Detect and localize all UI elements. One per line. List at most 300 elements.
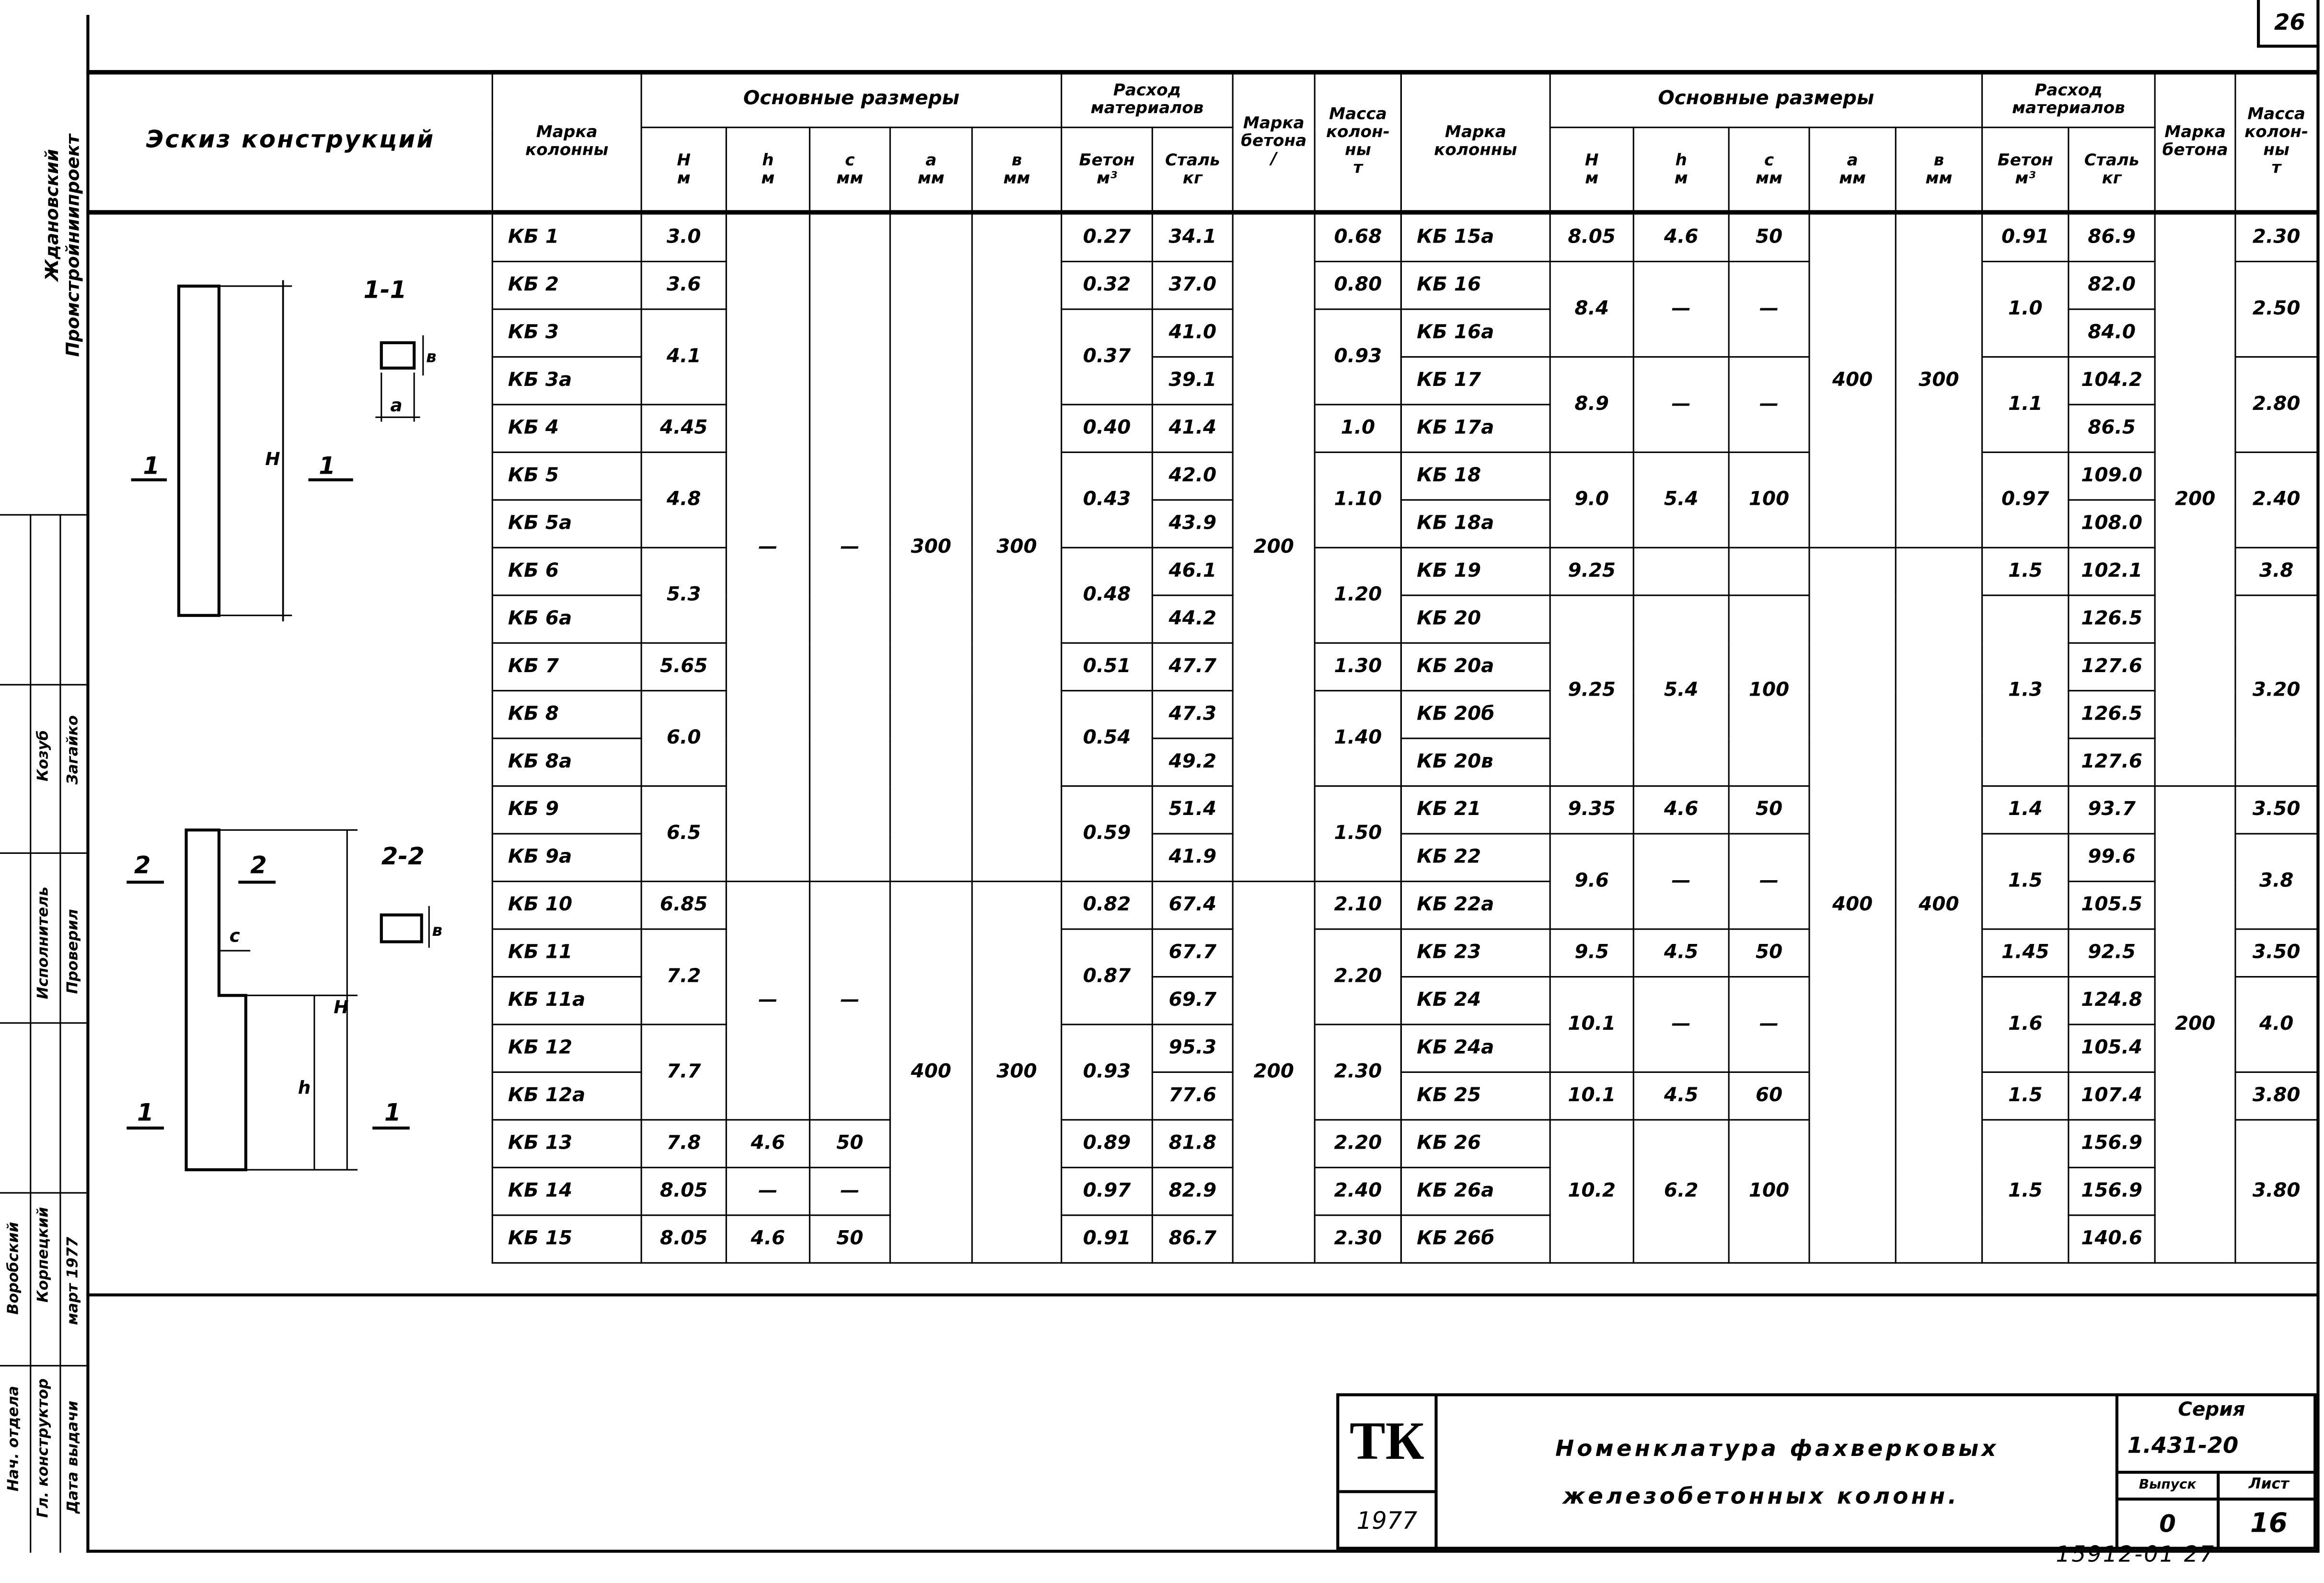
cell-mark: КБ 22 bbox=[1401, 834, 1550, 881]
frame-bottom-border bbox=[86, 1550, 2318, 1553]
section-2-label: 2-2 bbox=[381, 842, 425, 870]
dim-b-label: в bbox=[426, 347, 437, 367]
cell-H: 7.2 bbox=[641, 929, 726, 1024]
cell-concrete-grade: 200 bbox=[2155, 212, 2235, 786]
header-unit: м³ bbox=[1097, 167, 1118, 187]
header-label: Масса bbox=[1329, 104, 1387, 123]
cell-steel: 86.7 bbox=[1152, 1215, 1233, 1263]
title-line-2: железобетонных колонн. bbox=[1562, 1482, 1960, 1510]
cell-steel: 39.1 bbox=[1152, 357, 1233, 404]
header-a bbox=[890, 128, 972, 212]
cell-H: 8.05 bbox=[641, 1215, 726, 1263]
issue-label: Выпуск bbox=[2118, 1474, 2220, 1501]
cell-c: — bbox=[1729, 357, 1809, 452]
cell-steel: 49.2 bbox=[1152, 738, 1233, 786]
cell-h: — bbox=[1633, 977, 1729, 1072]
header-unit: мм bbox=[1839, 167, 1866, 187]
title-block bbox=[1336, 1393, 2316, 1549]
cell-mass: 3.8 bbox=[2235, 547, 2317, 595]
header-label: т bbox=[1353, 157, 1363, 177]
cell-steel: 86.5 bbox=[2069, 405, 2155, 452]
stamp-name: Корпецкий bbox=[35, 1207, 52, 1303]
cell-mass: 3.80 bbox=[2235, 1120, 2317, 1263]
cell-concrete: 0.48 bbox=[1062, 547, 1153, 643]
header-steel bbox=[1152, 128, 1233, 212]
cell-mark: КБ 16а bbox=[1401, 309, 1550, 357]
cell-mass: 3.8 bbox=[2235, 834, 2317, 929]
header-label: бетона bbox=[2162, 139, 2228, 159]
header-label: колон- bbox=[2244, 121, 2309, 141]
cell-mass: 2.20 bbox=[1315, 929, 1401, 1024]
section-1-square bbox=[382, 343, 414, 368]
table-row bbox=[492, 212, 1401, 262]
cell-H: 5.65 bbox=[641, 643, 726, 690]
cell-steel: 107.4 bbox=[2069, 1072, 2155, 1119]
cell-a: 400 bbox=[1809, 547, 1896, 1263]
cell-mark: КБ 3а bbox=[492, 357, 641, 404]
cell-steel: 104.2 bbox=[2069, 357, 2155, 404]
cell-steel: 102.1 bbox=[2069, 547, 2155, 595]
series-block bbox=[2116, 1396, 2318, 1547]
cell-c: — bbox=[809, 1167, 890, 1215]
cell-mass: 0.68 bbox=[1315, 212, 1401, 262]
cell-h: 4.6 bbox=[726, 1120, 809, 1167]
cell-h: 4.6 bbox=[1633, 786, 1729, 834]
stamp-organization-line1: Ждановский bbox=[42, 149, 63, 281]
page-number: 26 bbox=[2257, 0, 2320, 47]
table-row bbox=[1401, 212, 2317, 262]
cell-mass: 1.50 bbox=[1315, 786, 1401, 882]
cell-c: 50 bbox=[1729, 929, 1809, 977]
header-concrete-grade bbox=[1233, 71, 1315, 212]
section-2-square bbox=[382, 915, 422, 942]
cell-mark: КБ 4 bbox=[492, 405, 641, 452]
cell-concrete: 1.1 bbox=[1982, 357, 2069, 452]
cell-c: 50 bbox=[1729, 786, 1809, 834]
cell-mark: КБ 16 bbox=[1401, 262, 1550, 309]
stamp-divider bbox=[0, 1365, 86, 1366]
header-label: h bbox=[1675, 150, 1687, 169]
stamp-role: Гл. конструктор bbox=[35, 1378, 52, 1518]
header-H bbox=[1550, 128, 1633, 212]
cell-concrete: 0.89 bbox=[1062, 1120, 1153, 1167]
cell-concrete: 1.3 bbox=[1982, 595, 2069, 786]
header-label: Бетон bbox=[1079, 150, 1135, 169]
header-b bbox=[972, 128, 1062, 212]
header-c bbox=[1729, 128, 1809, 212]
stamp-name: Загайко bbox=[65, 715, 82, 785]
cell-steel: 127.6 bbox=[2069, 643, 2155, 690]
header-unit: м³ bbox=[2015, 167, 2036, 187]
cell-H: 5.3 bbox=[641, 547, 726, 643]
cell-concrete: 0.59 bbox=[1062, 786, 1153, 882]
header-a bbox=[1809, 128, 1896, 212]
cell-steel: 82.0 bbox=[2069, 262, 2155, 309]
cut-1-left-label: 1 bbox=[143, 452, 160, 480]
cell-H: 7.8 bbox=[641, 1120, 726, 1167]
cell-mark: КБ 20 bbox=[1401, 595, 1550, 643]
cell-steel: 127.6 bbox=[2069, 738, 2155, 786]
cell-a: 400 bbox=[1809, 212, 1896, 547]
cell-H: 9.5 bbox=[1550, 929, 1633, 977]
cell-concrete: 1.5 bbox=[1982, 1072, 2069, 1119]
header-label: Марка bbox=[2164, 121, 2226, 141]
cell-mass: 2.80 bbox=[2235, 357, 2317, 452]
cell-c: 100 bbox=[1729, 1120, 1809, 1263]
cell-b: 400 bbox=[1896, 547, 1982, 1263]
cell-steel: 46.1 bbox=[1152, 547, 1233, 595]
cell-c bbox=[1729, 547, 1809, 595]
header-label: a bbox=[925, 150, 937, 169]
cell-concrete: 0.82 bbox=[1062, 882, 1153, 929]
header-label: c bbox=[1764, 150, 1774, 169]
cell-steel: 93.7 bbox=[2069, 786, 2155, 834]
header-main-dims: Основные размеры bbox=[1550, 71, 1982, 128]
table-row bbox=[492, 882, 1401, 929]
header-label: в bbox=[1011, 150, 1022, 169]
sheet-label: Лист bbox=[2220, 1474, 2318, 1501]
cell-h: — bbox=[726, 882, 809, 1120]
cell-mark: КБ 24 bbox=[1401, 977, 1550, 1024]
stamp-name: Козуб bbox=[35, 730, 52, 781]
cell-steel: 41.9 bbox=[1152, 834, 1233, 881]
cell-h: — bbox=[1633, 357, 1729, 452]
cell-concrete: 0.32 bbox=[1062, 262, 1153, 309]
header-mark: Марка колонны bbox=[1401, 71, 1550, 212]
cell-b: 300 bbox=[972, 882, 1062, 1263]
cell-c: 100 bbox=[1729, 452, 1809, 547]
cell-mark: КБ 20б bbox=[1401, 691, 1550, 738]
stamp-organization-line2: Промстройниипроект bbox=[62, 134, 84, 357]
cell-steel: 77.6 bbox=[1152, 1072, 1233, 1119]
cell-concrete: 0.97 bbox=[1982, 452, 2069, 547]
header-label: Масса bbox=[2247, 104, 2305, 123]
cell-c: — bbox=[809, 212, 890, 882]
cell-concrete: 0.37 bbox=[1062, 309, 1153, 405]
cell-h: — bbox=[726, 1167, 809, 1215]
cell-H: 8.9 bbox=[1550, 357, 1633, 452]
cell-concrete: 1.5 bbox=[1982, 1120, 2069, 1263]
header-label: Марка bbox=[1243, 112, 1305, 132]
cell-steel: 95.3 bbox=[1152, 1024, 1233, 1072]
cell-mass: 0.80 bbox=[1315, 262, 1401, 309]
header-mass bbox=[2235, 71, 2317, 212]
cell-a: 400 bbox=[890, 882, 972, 1263]
dim-a-label: a bbox=[390, 394, 403, 416]
cell-H: 8.05 bbox=[641, 1167, 726, 1215]
archive-number: 15912-01 27 bbox=[2056, 1540, 2216, 1568]
dim-H-label: H bbox=[265, 448, 280, 469]
cell-steel: 47.3 bbox=[1152, 691, 1233, 738]
cell-c: — bbox=[1729, 834, 1809, 929]
cell-H: 3.0 bbox=[641, 212, 726, 262]
cell-concrete: 0.54 bbox=[1062, 691, 1153, 786]
cell-steel: 92.5 bbox=[2069, 929, 2155, 977]
header-unit: м bbox=[1674, 167, 1688, 187]
cell-steel: 84.0 bbox=[2069, 309, 2155, 357]
cell-steel: 43.9 bbox=[1152, 500, 1233, 547]
cell-concrete: 0.40 bbox=[1062, 405, 1153, 452]
cell-mark: КБ 6 bbox=[492, 547, 641, 595]
header-label: Сталь bbox=[2084, 150, 2139, 169]
cell-mass: 2.10 bbox=[1315, 882, 1401, 929]
cell-mark: КБ 26б bbox=[1401, 1215, 1550, 1263]
cell-mark: КБ 22а bbox=[1401, 882, 1550, 929]
cell-concrete: 1.5 bbox=[1982, 547, 2069, 595]
header-label: c bbox=[845, 150, 855, 169]
cut-1-right-label: 1 bbox=[319, 452, 335, 480]
header-label: ны bbox=[1345, 139, 1371, 159]
cut-1b-left-label: 1 bbox=[137, 1098, 154, 1127]
cell-mass: 3.80 bbox=[2235, 1072, 2317, 1119]
cell-mark: КБ 26 bbox=[1401, 1120, 1550, 1167]
cell-steel: 105.5 bbox=[2069, 882, 2155, 929]
cell-steel: 108.0 bbox=[2069, 500, 2155, 547]
cell-steel: 82.9 bbox=[1152, 1167, 1233, 1215]
cell-mark: КБ 19 bbox=[1401, 547, 1550, 595]
cell-mark: КБ 12а bbox=[492, 1072, 641, 1119]
header-unit: мм bbox=[1003, 167, 1030, 187]
cell-concrete: 0.97 bbox=[1062, 1167, 1153, 1215]
header-unit: мм bbox=[1925, 167, 1953, 187]
title-year: 1977 bbox=[1339, 1493, 1437, 1550]
cell-steel: 51.4 bbox=[1152, 786, 1233, 834]
cell-h: — bbox=[1633, 834, 1729, 929]
header-H bbox=[641, 128, 726, 212]
cell-mark: КБ 25 bbox=[1401, 1072, 1550, 1119]
cell-steel: 126.5 bbox=[2069, 691, 2155, 738]
cell-H: 6.0 bbox=[641, 691, 726, 786]
cell-H: 10.1 bbox=[1550, 977, 1633, 1072]
cell-concrete: 0.91 bbox=[1982, 212, 2069, 262]
stamp-role: Исполнитель bbox=[35, 886, 52, 1000]
cell-H: 6.5 bbox=[641, 786, 726, 882]
cell-concrete: 0.87 bbox=[1062, 929, 1153, 1024]
column-type-2-outline bbox=[186, 830, 246, 1170]
header-h bbox=[1633, 128, 1729, 212]
cell-h: 4.5 bbox=[1633, 929, 1729, 977]
dim-c-label: c bbox=[229, 925, 240, 946]
cell-mark: КБ 9 bbox=[492, 786, 641, 834]
header-unit: м bbox=[677, 167, 691, 187]
cell-mass: 2.40 bbox=[2235, 452, 2317, 547]
cell-mark: КБ 8 bbox=[492, 691, 641, 738]
header-unit: м bbox=[761, 167, 775, 187]
cell-steel: 140.6 bbox=[2069, 1215, 2155, 1263]
header-label: Сталь bbox=[1165, 150, 1220, 169]
cell-concrete: 1.4 bbox=[1982, 786, 2069, 834]
cell-H: 4.8 bbox=[641, 452, 726, 547]
header-unit: кг bbox=[2102, 167, 2122, 187]
cell-mark: КБ 3 bbox=[492, 309, 641, 357]
cell-mass: 2.50 bbox=[2235, 262, 2317, 357]
title-line-1: Номенклатура фахверковых bbox=[1555, 1435, 1999, 1462]
cell-c: 100 bbox=[1729, 595, 1809, 786]
cell-concrete: 0.93 bbox=[1062, 1024, 1153, 1120]
cut-2-left-label: 2 bbox=[134, 851, 151, 879]
cell-mark: КБ 13 bbox=[492, 1120, 641, 1167]
cell-h: 4.5 bbox=[1633, 1072, 1729, 1119]
stamp-divider bbox=[0, 852, 86, 854]
cell-h: — bbox=[1633, 262, 1729, 357]
cell-mass: 3.20 bbox=[2235, 595, 2317, 786]
cell-H: 10.2 bbox=[1550, 1120, 1633, 1263]
cell-mass: 4.0 bbox=[2235, 977, 2317, 1072]
cell-mark: КБ 15а bbox=[1401, 212, 1550, 262]
series-value: 1.431-20 bbox=[2127, 1432, 2239, 1459]
cell-c: — bbox=[1729, 977, 1809, 1072]
stamp-divider bbox=[0, 1192, 86, 1194]
header-materials: Расход материалов bbox=[1982, 71, 2155, 128]
stamp-role: Проверил bbox=[65, 909, 82, 994]
stamp-name: март 1977 bbox=[65, 1236, 82, 1325]
cell-steel: 41.0 bbox=[1152, 309, 1233, 357]
cell-b: 300 bbox=[1896, 212, 1982, 547]
cell-H: 4.1 bbox=[641, 309, 726, 405]
cell-steel: 69.7 bbox=[1152, 977, 1233, 1024]
header-label: бетона bbox=[1241, 130, 1307, 150]
cell-c: 60 bbox=[1729, 1072, 1809, 1119]
cell-mass: 1.10 bbox=[1315, 452, 1401, 547]
cell-steel: 86.9 bbox=[2069, 212, 2155, 262]
columns-table-right bbox=[1400, 70, 2318, 1264]
cell-mass: 2.30 bbox=[1315, 1024, 1401, 1120]
cell-concrete: 0.51 bbox=[1062, 643, 1153, 690]
cell-concrete: 1.5 bbox=[1982, 834, 2069, 929]
cell-H: 9.6 bbox=[1550, 834, 1633, 929]
cell-steel: 67.4 bbox=[1152, 882, 1233, 929]
dim-h-label: h bbox=[298, 1077, 311, 1098]
cell-steel: 81.8 bbox=[1152, 1120, 1233, 1167]
header-concrete bbox=[1062, 128, 1153, 212]
stamp-name: Воробский bbox=[6, 1222, 23, 1315]
cell-mark: КБ 6а bbox=[492, 595, 641, 643]
cell-steel: 44.2 bbox=[1152, 595, 1233, 643]
tk-logo: ТК bbox=[1339, 1396, 1437, 1493]
section-1-label: 1-1 bbox=[363, 276, 407, 304]
cell-mark: КБ 24а bbox=[1401, 1024, 1550, 1072]
cell-mark: КБ 23 bbox=[1401, 929, 1550, 977]
cell-H: 10.1 bbox=[1550, 1072, 1633, 1119]
cell-mark: КБ 20в bbox=[1401, 738, 1550, 786]
cell-mass: 1.30 bbox=[1315, 643, 1401, 690]
cell-steel: 67.7 bbox=[1152, 929, 1233, 977]
cell-c: — bbox=[809, 882, 890, 1120]
cell-concrete: 1.45 bbox=[1982, 929, 2069, 977]
header-materials: Расход материалов bbox=[1062, 71, 1233, 128]
cell-h bbox=[1633, 547, 1729, 595]
cell-mass: 1.20 bbox=[1315, 547, 1401, 643]
cell-mark: КБ 17а bbox=[1401, 405, 1550, 452]
cell-c: 50 bbox=[1729, 212, 1809, 262]
header-label: H bbox=[1584, 150, 1599, 169]
cell-h: 6.2 bbox=[1633, 1120, 1729, 1263]
cell-mass: 2.20 bbox=[1315, 1120, 1401, 1167]
columns-table-left bbox=[492, 70, 1402, 1264]
stamp-role: Дата выдачи bbox=[65, 1400, 82, 1514]
cell-mark: КБ 10 bbox=[492, 882, 641, 929]
cell-steel: 47.7 bbox=[1152, 643, 1233, 690]
cell-mark: КБ 7 bbox=[492, 643, 641, 690]
stamp-divider bbox=[0, 684, 86, 686]
header-concrete bbox=[1982, 128, 2069, 212]
header-main-dims: Основные размеры bbox=[641, 71, 1062, 128]
table-bottom-border bbox=[86, 1293, 2318, 1296]
stamp-divider bbox=[59, 514, 61, 1552]
header-label: a bbox=[1847, 150, 1858, 169]
cell-steel: 42.0 bbox=[1152, 452, 1233, 500]
cell-concrete-grade: 200 bbox=[1233, 882, 1315, 1263]
cell-H: 9.35 bbox=[1550, 786, 1633, 834]
cell-steel: 41.4 bbox=[1152, 405, 1233, 452]
cell-mark: КБ 5а bbox=[492, 500, 641, 547]
cell-H: 3.6 bbox=[641, 262, 726, 309]
header-concrete-grade bbox=[2155, 71, 2235, 212]
cell-mark: КБ 20а bbox=[1401, 643, 1550, 690]
cell-H: 7.7 bbox=[641, 1024, 726, 1120]
cell-mark: КБ 14 bbox=[492, 1167, 641, 1215]
header-unit: мм bbox=[1756, 167, 1783, 187]
cell-a: 300 bbox=[890, 212, 972, 882]
cell-h: 5.4 bbox=[1633, 595, 1729, 786]
header-unit: кг bbox=[1182, 167, 1202, 187]
cell-mass: 1.40 bbox=[1315, 691, 1401, 786]
cell-concrete: 0.27 bbox=[1062, 212, 1153, 262]
dim-b2-label: в bbox=[432, 921, 443, 941]
cell-H: 8.4 bbox=[1550, 262, 1633, 357]
column-type-1-outline bbox=[179, 286, 219, 616]
cell-mark: КБ 26а bbox=[1401, 1167, 1550, 1215]
cell-h: 4.6 bbox=[726, 1215, 809, 1263]
header-label: / bbox=[1271, 148, 1277, 168]
column-sketches bbox=[86, 211, 491, 1293]
series-label: Серия bbox=[2178, 1399, 2245, 1422]
header-c bbox=[809, 128, 890, 212]
header-h bbox=[726, 128, 809, 212]
cell-c: 50 bbox=[809, 1120, 890, 1167]
cut-1b-right-label: 1 bbox=[384, 1098, 401, 1127]
header-label: колон- bbox=[1326, 121, 1390, 141]
cell-concrete: 0.91 bbox=[1062, 1215, 1153, 1263]
cell-mark: КБ 17 bbox=[1401, 357, 1550, 404]
cell-h: 4.6 bbox=[1633, 212, 1729, 262]
header-mark: Марка колонны bbox=[492, 71, 641, 212]
header-label: h bbox=[762, 150, 774, 169]
cell-mark: КБ 5 bbox=[492, 452, 641, 500]
cell-steel: 124.8 bbox=[2069, 977, 2155, 1024]
cell-steel: 99.6 bbox=[2069, 834, 2155, 881]
cell-steel: 126.5 bbox=[2069, 595, 2155, 643]
cell-mass: 3.50 bbox=[2235, 786, 2317, 834]
header-unit: мм bbox=[836, 167, 864, 187]
cell-mark: КБ 18 bbox=[1401, 452, 1550, 500]
stamp-divider bbox=[30, 514, 31, 1552]
cell-mark: КБ 11а bbox=[492, 977, 641, 1024]
cell-c: 50 bbox=[809, 1215, 890, 1263]
header-label: Бетон bbox=[1997, 150, 2053, 169]
header-steel bbox=[2069, 128, 2155, 212]
sheet-value: 16 bbox=[2250, 1508, 2288, 1539]
header-mass bbox=[1315, 71, 1401, 212]
header-b bbox=[1896, 128, 1982, 212]
cell-H: 4.45 bbox=[641, 405, 726, 452]
header-label: т bbox=[2271, 157, 2281, 177]
cut-2-right-label: 2 bbox=[250, 851, 267, 879]
sketch-header: Эскиз конструкций bbox=[146, 125, 435, 154]
cell-mark: КБ 18а bbox=[1401, 500, 1550, 547]
cell-concrete-grade: 200 bbox=[2155, 786, 2235, 1263]
cell-steel: 156.9 bbox=[2069, 1167, 2155, 1215]
